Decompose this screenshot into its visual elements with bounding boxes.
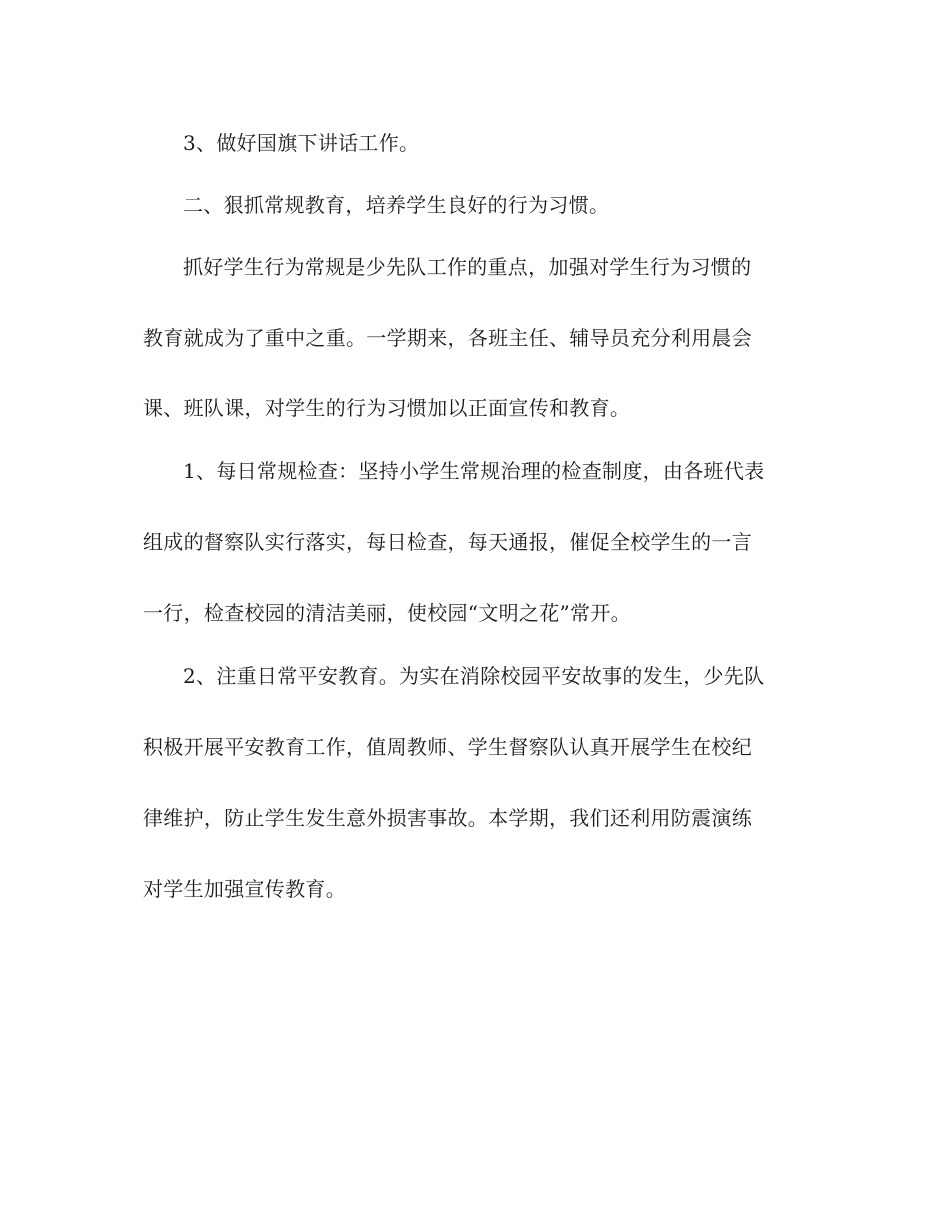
paragraph-line: 1、每日常规检查：坚持小学生常规治理的检查制度，由各班代表 — [183, 459, 765, 483]
list-item-3: 3、做好国旗下讲话工作。 — [183, 131, 420, 155]
paragraph-line: 组成的督察队实行落实，每日检查，每天通报，催促全校学生的一言 — [143, 530, 752, 554]
paragraph-line: 对学生加强宣传教育。 — [143, 877, 346, 901]
paragraph-line: 律维护，防止学生发生意外损害事故。本学期，我们还利用防震演练 — [143, 806, 752, 830]
paragraph-line: 一行，检查校园的清洁美丽，使校园“文明之花”常开。 — [143, 601, 631, 625]
paragraph-line: 积极开展平安教育工作，值周教师、学生督察队认真开展学生在校纪 — [143, 735, 752, 759]
section-heading-2: 二、狠抓常规教育，培养学生良好的行为习惯。 — [183, 193, 610, 217]
paragraph-line: 课、班队课，对学生的行为习惯加以正面宣传和教育。 — [143, 396, 631, 420]
paragraph-line: 抓好学生行为常规是少先队工作的重点，加强对学生行为习惯的 — [183, 255, 752, 279]
paragraph-line: 教育就成为了重中之重。一学期来，各班主任、辅导员充分利用晨会 — [143, 326, 752, 350]
paragraph-line: 2、注重日常平安教育。为实在消除校园平安故事的发生，少先队 — [183, 664, 765, 688]
